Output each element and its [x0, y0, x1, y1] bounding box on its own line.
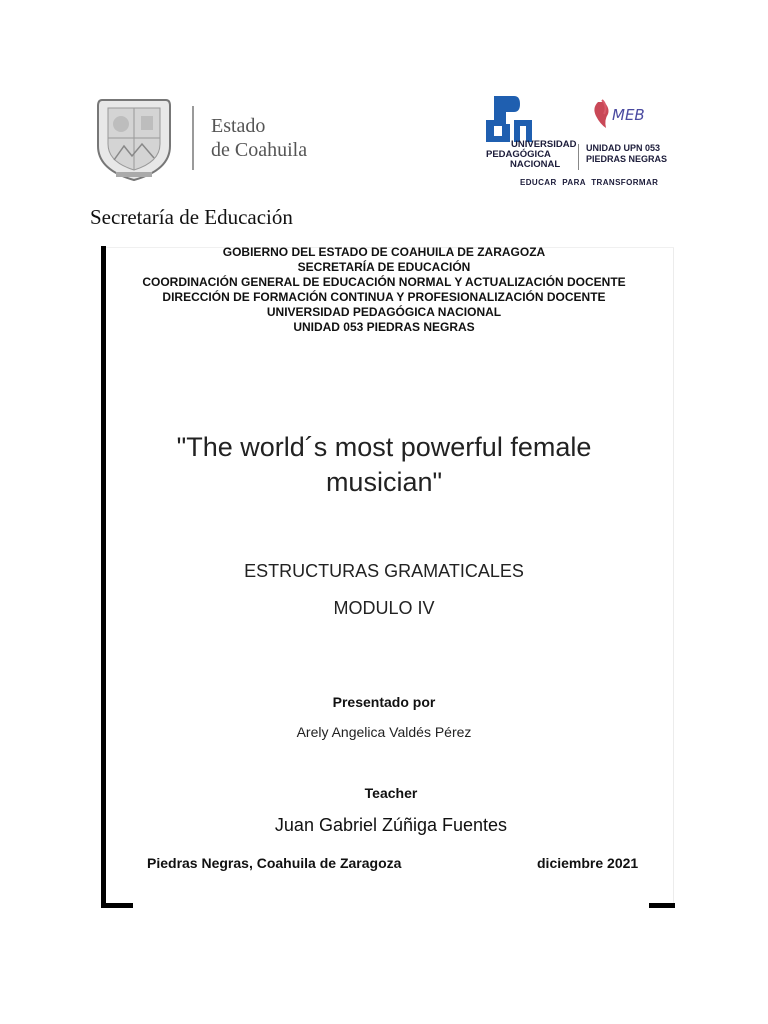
unidad-line-1: UNIDAD UPN 053 [586, 143, 661, 153]
upn-line-3: NACIONAL [510, 159, 561, 170]
title-line-2: musician" [325, 467, 443, 497]
estado-divider [192, 106, 194, 170]
upn-line-1: UNIVERSIDAD [511, 139, 577, 150]
teacher-name: Juan Gabriel Zúñiga Fuentes [274, 815, 508, 835]
upn-line-2: PEDAGÓGICA [486, 149, 551, 160]
institution-line: DIRECCIÓN DE FORMACIÓN CONTINUA Y PROFESIONALIZACIÓN DOCENTE [162, 290, 606, 304]
meb-logo-text: MEB [612, 106, 645, 124]
unidad-upn-label [586, 143, 667, 165]
estado-coahuila-wordmark [211, 114, 307, 162]
document-title [110, 430, 658, 500]
frame-bottom-right-corner [649, 903, 675, 908]
teacher-label: Teacher [364, 785, 418, 801]
frame-left-border [101, 246, 106, 908]
unidad-line-2: PIEDRAS NEGRAS [586, 154, 668, 164]
title-line-1: "The world´s most powerful female [176, 432, 592, 462]
estado-line-2: de Coahuila [211, 139, 308, 161]
upn-name [486, 140, 582, 170]
institution-line: UNIVERSIDAD PEDAGÓGICA NACIONAL [266, 305, 502, 319]
institution-line: GOBIERNO DEL ESTADO DE COAHUILA DE ZARAGOZA [222, 245, 546, 259]
upn-divider [578, 144, 579, 170]
estado-line-1: Estado [211, 115, 266, 137]
frame-bottom-left-corner [101, 903, 133, 908]
course-module: MODULO IV [333, 598, 435, 618]
institution-line: UNIDAD 053 PIEDRAS NEGRAS [293, 320, 475, 334]
author-name: Arely Angelica Valdés Pérez [296, 724, 472, 740]
meb-logo [590, 96, 658, 132]
presented-by-label: Presentado por [332, 694, 436, 710]
institution-line: COORDINACIÓN GENERAL DE EDUCACIÓN NORMAL Y ACTUALIZACIÓN DOCENTE [142, 275, 626, 289]
upn-slogan: EDUCAR PARA TRANSFORMAR [520, 178, 659, 187]
coahuila-seal-logo [92, 94, 176, 182]
frame-right-border [673, 248, 674, 903]
course-subject: ESTRUCTURAS GRAMATICALES [244, 561, 524, 581]
place-text: Piedras Negras, Coahuila de Zaragoza [147, 855, 402, 871]
secretaria-heading: Secretaría de Educación [90, 205, 293, 229]
institution-line: SECRETARÍA DE EDUCACIÓN [297, 260, 471, 274]
date-text: diciembre 2021 [537, 855, 639, 871]
institution-header [110, 245, 658, 335]
